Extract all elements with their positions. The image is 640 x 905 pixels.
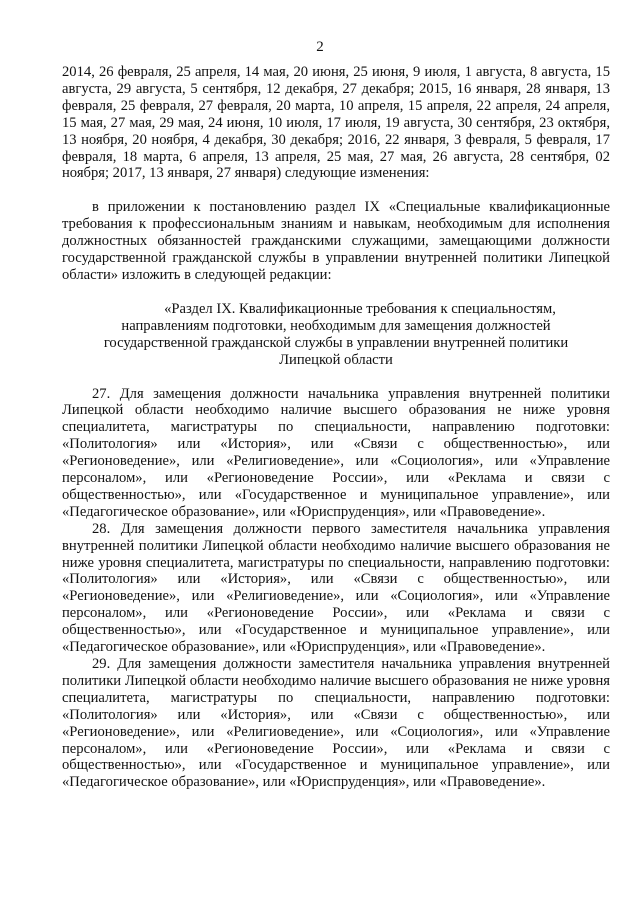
section-title-line-1: «Раздел IX. Квалификационные требования к специальностям, (164, 300, 556, 317)
section-title-line-4: Липецкой области (279, 351, 393, 368)
section-title-line-2: направлениям подготовки, необходимым для замещения должностей (121, 317, 551, 334)
amendment-paragraph: в приложении к постановлению раздел IX «Специальные квалификационные требования к профессиональным знаниям и навыкам, необходимым для исполнения должностных обязанностей гражданскими служащими, замещающими должности государственной гражданской службы в управлении внутренней политики Липецкой области» изложить в следующей редакции: (62, 199, 610, 283)
document-body (62, 64, 610, 791)
section-title-line-3: государственной гражданской службы в управлении внутренней политики (103, 334, 569, 351)
paragraph-29: 29. Для замещения должности заместителя начальника управления внутренней политики Липецкой области необходимо наличие высшего образования не ниже уровня специалитета, магистратуры по специальности, направлению подготовки: «Политология» или «История», или «Связи с общественностью», или «Регионоведение», или «Религиоведение», или «Социология», или «Управление персоналом», или «Регионоведение России», или «Реклама и связи с общественностью», или «Государственное и муниципальное управление», или «Педагогическое образование», или «Юриспруденция», или «Правоведение». (62, 656, 610, 791)
intro-dates-paragraph: 2014, 26 февраля, 25 апреля, 14 мая, 20 июня, 25 июня, 9 июля, 1 августа, 8 августа, 15 августа, 29 августа, 5 сентября, 12 декабря, 27 декабря; 2015, 16 января, 28 января, 13 февраля, 25 февраля, 27 февраля, 20 марта, 10 апреля, 15 апреля, 22 апреля, 24 апреля, 15 мая, 27 мая, 29 мая, 24 июня, 10 июля, 17 июля, 19 августа, 30 сентября, 23 октября, 13 ноября, 20 ноября, 4 декабря, 30 декабря; 2016, 22 января, 3 февраля, 5 февраля, 17 февраля, 18 марта, 6 апреля, 13 апреля, 25 мая, 27 мая, 26 августа, 28 сентября, 02 ноября; 2017, 13 января, 27 января) следующие изменения: (62, 64, 610, 182)
paragraph-28: 28. Для замещения должности первого заместителя начальника управления внутренней политики Липецкой области необходимо наличие высшего образования не ниже уровня специалитета, магистратуры по специальности, направлению подготовки: «Политология» или «История», или «Связи с общественностью», или «Регионоведение», или «Религиоведение», или «Социология», или «Управление персоналом», или «Регионоведение России», или «Реклама и связи с общественностью», или «Государственное и муниципальное управление», или «Педагогическое образование», или «Юриспруденция», или «Правоведение». (62, 520, 610, 656)
paragraph-27: 27. Для замещения должности начальника управления внутренней политики Липецкой области необходимо наличие высшего образования не ниже уровня специалитета, магистратуры по специальности, направлению подготовки: «Политология» или «История», или «Связи с общественностью», или «Регионоведение», или «Религиоведение», или «Социология», или «Управление персоналом», или «Регионоведение России», или «Реклама и связи с общественностью», или «Государственное и муниципальное управление», или «Педагогическое образование», или «Юриспруденция», или «Правоведение». (62, 385, 610, 520)
page-number: 2 (316, 39, 324, 55)
section-title (62, 301, 610, 369)
